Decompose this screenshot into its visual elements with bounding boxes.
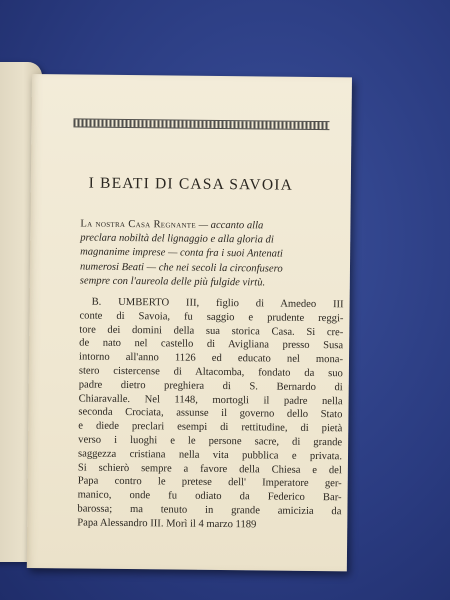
- body-line: e diede preclari esempi di rettitudine, di pietà: [78, 420, 343, 435]
- body-line: intorno all'anno 1126 ed educato nel mona-: [78, 351, 344, 366]
- intro-line: sempre con l'aureola delle più fulgide virtù.: [79, 275, 266, 289]
- body-line: padre dietro preghiera di S. Bernardo di: [78, 379, 343, 394]
- body-line: Chiaravalle. Nel 1148, mortogli il padre nella: [78, 393, 343, 407]
- intro-line: magnanime imprese — conta fra i suoi Antenati: [80, 246, 283, 261]
- body-line: seconda Crociata, assunse il governo dello Stato: [78, 406, 343, 421]
- body-line: verso i luoghi e le persone sacre, di grande: [78, 434, 343, 449]
- body-line: Papa Alessandro III. Morì il 4 marzo 1189: [77, 517, 257, 531]
- body-line: Si schierò sempre a favore della Chiesa e del: [77, 462, 342, 476]
- body-line: B. UMBERTO III, figlio di Amedeo III: [91, 296, 344, 311]
- decorative-border-ornament: [73, 118, 329, 130]
- body-line: manico, onde fu odiato da Federico Bar-: [77, 489, 342, 504]
- intro-line: numerosi Beati — che nei secoli la circonfusero: [79, 261, 283, 275]
- body-line: conte di Savoia, fu saggio e prudente reggi-: [79, 310, 344, 325]
- body-line: saggezza cristiana nella vita pubblica e privata.: [77, 448, 343, 463]
- body-line: barossa; ma tenuto in grande amicizia da: [77, 503, 342, 518]
- intro-paragraph: [80, 218, 346, 292]
- intro-lead: La nostra Casa Regnante: [80, 218, 197, 231]
- page-title: I BEATI DI CASA SAVOIA: [88, 174, 294, 194]
- body-line: stero cistercense di Altacomba, fondato da suo: [78, 365, 343, 380]
- body-line: tore dei domini della sua storica Casa. Si cre-: [79, 324, 344, 338]
- book-page: [27, 74, 352, 571]
- body-paragraph: [77, 296, 343, 533]
- body-line: de nato nel castello di Avigliana presso Susa: [79, 337, 344, 352]
- body-line: Papa contro le pretese dell' Imperatore ger-: [77, 475, 342, 490]
- intro-line: preclara nobiltà del lignaggio e alla gloria di: [80, 232, 274, 246]
- intro-line: — accanto alla: [195, 219, 264, 232]
